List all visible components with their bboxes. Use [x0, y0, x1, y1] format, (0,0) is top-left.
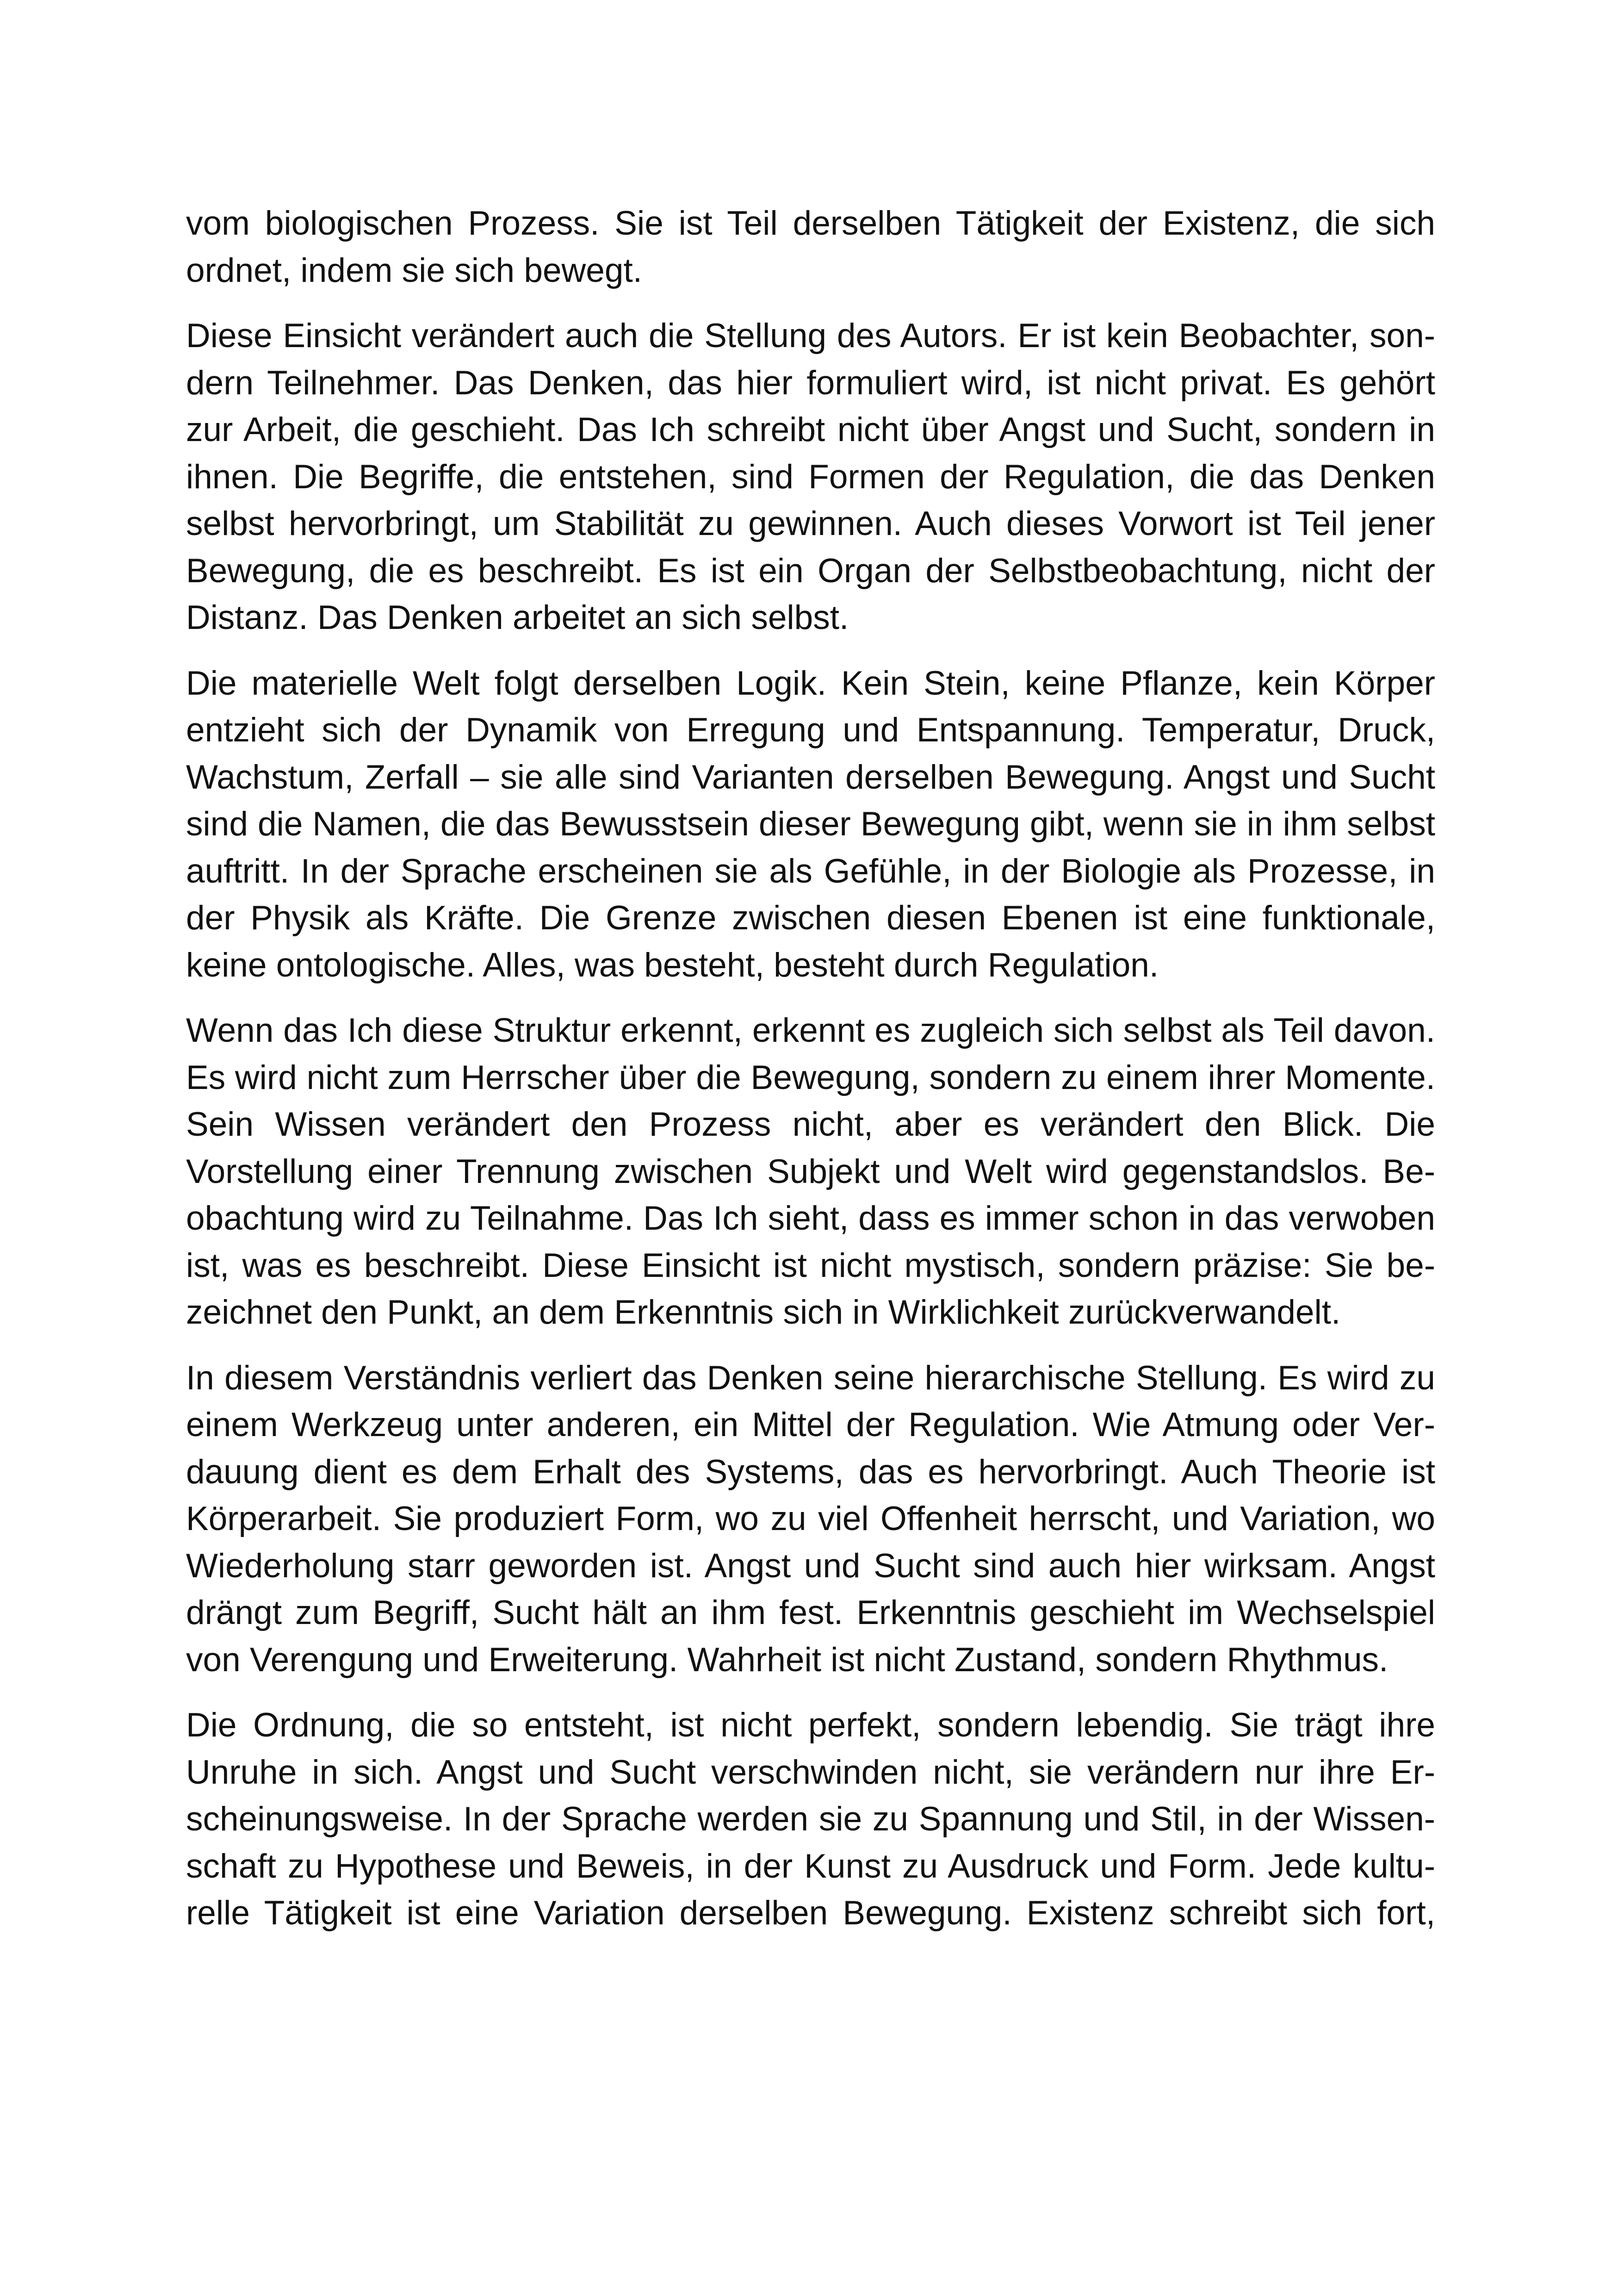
paragraph-5: In diesem Verständnis verliert das Denken seine hierarchische Stellung. Es wird zu einem Werkzeug unter anderen, ein Mittel der Regulation. Wie Atmung oder Verdauung dient es dem Erhalt des Systems, das es hervorbringt. Auch Theorie ist Körperarbeit. Sie produziert Form, wo zu viel Offenheit herrscht, und Variation, wo Wiederholung starr geworden ist. Angst und Sucht sind auch hier wirksam. Angst drängt zum Begriff, Sucht hält an ihm fest. Erkenntnis geschieht im Wechselspiel von Verengung und Erweiterung. Wahrheit ist nicht Zustand, sondern Rhythmus.	[186, 1359, 1435, 1679]
paragraph-2: Diese Einsicht verändert auch die Stellung des Autors. Er ist kein Beobachter, sondern Teilnehmer. Das Denken, das hier formuliert wird, ist nicht privat. Es gehört zur Arbeit, die geschieht. Das Ich schreibt nicht über Angst und Sucht, sondern in ihnen. Die Begriffe, die entstehen, sind Formen der Regulation, die das Denken selbst hervorbringt, um Stabilität zu gewinnen. Auch dieses Vorwort ist Teil jener Bewegung, die es beschreibt. Es ist ein Organ der Selbstbeobachtung, nicht der Distanz. Das Denken arbeitet an sich selbst.	[186, 317, 1435, 636]
paragraph-6: Die Ordnung, die so entsteht, ist nicht perfekt, sondern lebendig. Sie trägt ihre Unruhe in sich. Angst und Sucht verschwinden nicht, sie verändern nur ihre Erscheinungsweise. In der Sprache werden sie zu Spannung und Stil, in der Wissenschaft zu Hypothese und Beweis, in der Kunst zu Ausdruck und Form. Jede kulturelle Tätigkeit ist eine Variation derselben Bewegung. Existenz schreibt sich fort,	[186, 1706, 1435, 1932]
paragraph-3: Die materielle Welt folgt derselben Logik. Kein Stein, keine Pflanze, kein Körper entzieht sich der Dynamik von Erregung und Entspannung. Temperatur, Druck, Wachstum, Zerfall – sie alle sind Varianten derselben Bewegung. Angst und Sucht sind die Namen, die das Bewusstsein dieser Bewegung gibt, wenn sie in ihm selbst auftritt. In der Sprache erscheinen sie als Gefühle, in der Biologie als Prozesse, in der Physik als Kräfte. Die Grenze zwischen diesen Ebenen ist eine funktionale, keine ontologische. Alles, was besteht, besteht durch Regulation.	[186, 664, 1435, 984]
paragraph-1: vom biologischen Prozess. Sie ist Teil derselben Tätigkeit der Existenz, die sich ordnet, indem sie sich bewegt.	[186, 205, 1435, 289]
body-text	[186, 200, 1435, 1937]
paragraph-4: Wenn das Ich diese Struktur erkennt, erkennt es zugleich sich selbst als Teil davon. Es wird nicht zum Herrscher über die Bewegung, sondern zu einem ihrer Momente. Sein Wissen verändert den Prozess nicht, aber es verändert den Blick. Die Vorstellung einer Trennung zwischen Subjekt und Welt wird gegenstandslos. Beobachtung wird zu Teilnahme. Das Ich sieht, dass es immer schon in das verwoben ist, was es beschreibt. Diese Einsicht ist nicht mystisch, sondern präzise: Sie bezeichnet den Punkt, an dem Erkenntnis sich in Wirklichkeit zurückverwandelt.	[186, 1012, 1435, 1331]
